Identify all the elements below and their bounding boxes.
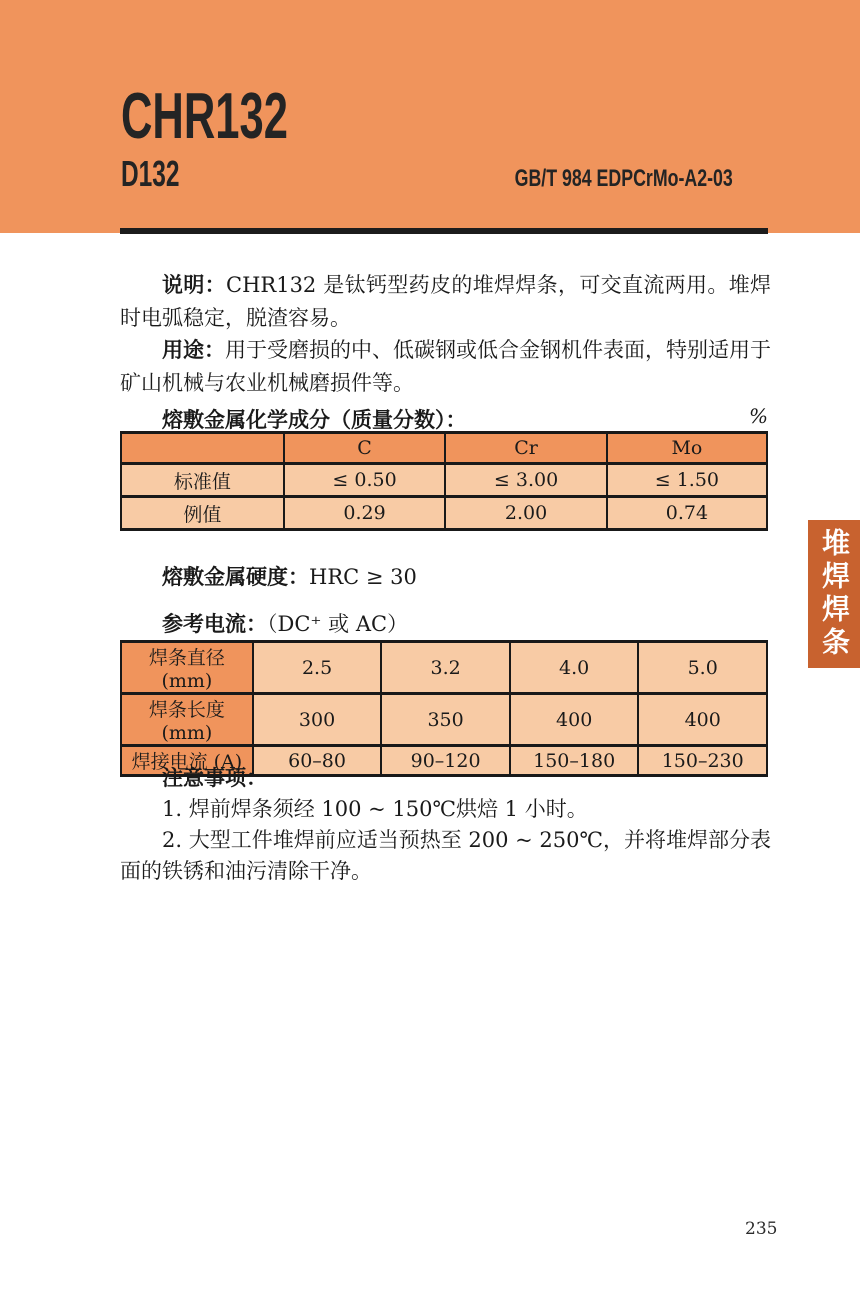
table-cell: 2.00 (445, 497, 607, 530)
note-item: 2. 大型工件堆焊前应适当预热至 200 ~ 250℃，并将堆焊部分表面的铁锈和油污清除干净。 (120, 828, 771, 883)
row-label: 焊条直径 (mm) (121, 642, 253, 694)
notes-title-line (120, 763, 771, 794)
chem-unit: % (748, 404, 768, 428)
usage-label: 用途： (162, 339, 225, 362)
row-label: 标准值 (121, 464, 284, 497)
table-cell: 0.74 (607, 497, 767, 530)
hardness-line (162, 561, 417, 591)
category-side-tab-label: 堆焊焊条 (819, 528, 850, 660)
table-cell: 4.0 (510, 642, 639, 694)
column-header: Cr (445, 433, 607, 464)
row-label: 焊接电流 (A) (121, 746, 253, 776)
table-cell: 300 (253, 694, 382, 746)
row-label: 例值 (121, 497, 284, 530)
reference-current-table (120, 640, 768, 777)
table-cell: 400 (638, 694, 767, 746)
table-cell: 350 (381, 694, 510, 746)
category-side-tab (808, 520, 860, 668)
product-model-title: CHR132 (121, 78, 288, 153)
column-header: Mo (607, 433, 767, 464)
reference-current-value: （DC⁺ 或 AC） (267, 612, 409, 636)
table-cell: 2.5 (253, 642, 382, 694)
header-band (0, 0, 860, 233)
chem-composition-table (120, 431, 768, 531)
table-row (121, 642, 767, 694)
table-row (121, 694, 767, 746)
table-cell: ≤ 0.50 (284, 464, 446, 497)
table-cell: 0.29 (284, 497, 446, 530)
chem-section-title: 熔敷金属化学成分（质量分数）： (162, 409, 467, 432)
table-cell: 3.2 (381, 642, 510, 694)
usage-paragraph (120, 334, 771, 399)
column-header (121, 433, 284, 464)
note-item: 1. 焊前焊条须经 100 ~ 150℃烘焙 1 小时。 (162, 797, 588, 821)
reference-current-line (162, 608, 408, 638)
hardness-label: 熔敷金属硬度： (162, 566, 309, 589)
notes-title: 注意事项： (162, 767, 267, 790)
reference-current-label: 参考电流： (162, 613, 267, 636)
notes-block (120, 763, 771, 887)
chem-section-header (120, 404, 768, 430)
header-rule (120, 228, 768, 234)
intro-block (120, 269, 771, 399)
description-label: 说明： (162, 274, 227, 297)
table-row (121, 464, 767, 497)
description-text: CHR132 是钛钙型药皮的堆焊焊条，可交直流两用。堆焊时电弧稳定，脱渣容易。 (120, 273, 772, 330)
table-cell: 150–180 (510, 746, 639, 776)
table-row (121, 497, 767, 530)
description-paragraph (120, 269, 771, 334)
table-cell: ≤ 1.50 (607, 464, 767, 497)
page-number: 235 (745, 1219, 778, 1239)
row-label: 焊条长度 (mm) (121, 694, 253, 746)
hardness-value: HRC ≥ 30 (309, 565, 417, 589)
table-cell: 400 (510, 694, 639, 746)
column-header: C (284, 433, 446, 464)
table-cell: ≤ 3.00 (445, 464, 607, 497)
table-cell: 150–230 (638, 746, 767, 776)
table-cell: 90–120 (381, 746, 510, 776)
product-designation: D132 (121, 153, 180, 194)
standard-code: GB/T 984 EDPCrMo-A2-03 (514, 165, 733, 192)
usage-text: 用于受磨损的中、低碳钢或低合金钢机件表面，特别适用于矿山机械与农业机械磨损件等。 (120, 338, 771, 395)
table-row (121, 433, 767, 464)
table-cell: 60–80 (253, 746, 382, 776)
table-cell: 5.0 (638, 642, 767, 694)
